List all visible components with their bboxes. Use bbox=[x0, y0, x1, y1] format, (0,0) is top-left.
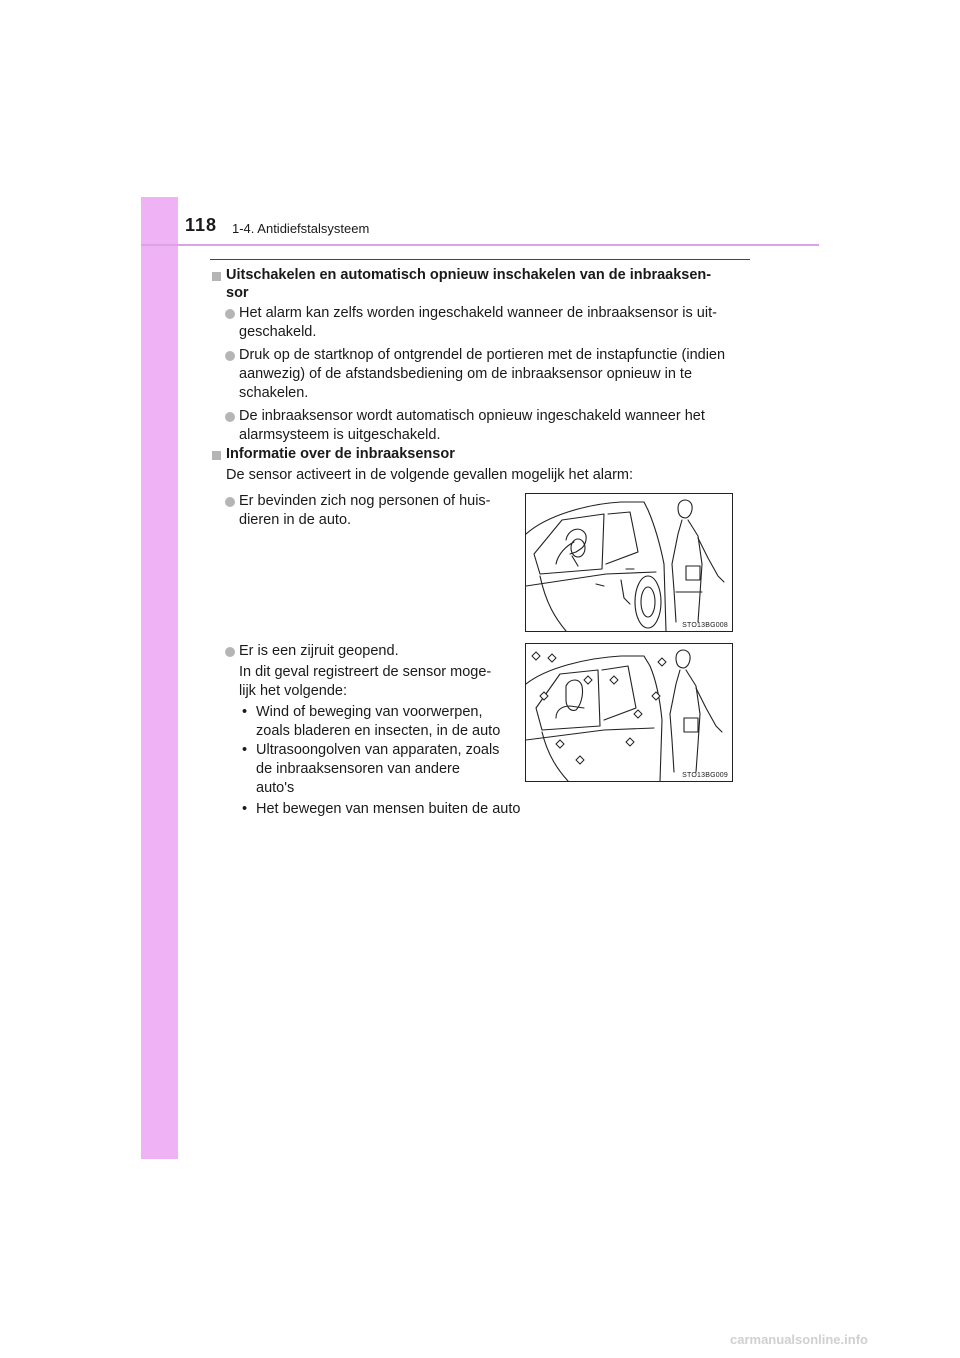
bullet-dot-icon bbox=[225, 351, 235, 361]
car-window-open-illustration bbox=[526, 644, 732, 781]
paragraph-line: Ultrasoongolven van apparaten, zoals bbox=[256, 742, 500, 758]
bullet-dot-icon bbox=[225, 647, 235, 657]
paragraph-line: Druk op de startknop of ontgrendel de portieren met de instapfunctie (indien bbox=[239, 347, 726, 363]
paragraph-line: Wind of beweging van voorwerpen, bbox=[256, 704, 483, 720]
page-number: 118 bbox=[185, 215, 218, 235]
illustration-dog-in-car bbox=[525, 493, 733, 632]
section-title-line: Uitschakelen en automatisch opnieuw inschakelen van de inbraaksen- bbox=[226, 267, 712, 283]
chapter-sidebar-tab bbox=[141, 197, 178, 1159]
header-rule bbox=[141, 244, 819, 246]
sub-bullet-marker: • bbox=[242, 801, 248, 817]
section-divider bbox=[210, 259, 750, 260]
section-title: Informatie over de inbraaksensor bbox=[226, 446, 455, 462]
section-intro: De sensor activeert in de volgende gevallen mogelijk het alarm: bbox=[226, 467, 634, 483]
paragraph-line: Er is een zijruit geopend. bbox=[239, 643, 399, 659]
paragraph-line: De inbraaksensor wordt automatisch opnieuw ingeschakeld wanneer het bbox=[239, 408, 705, 424]
paragraph-line: Er bevinden zich nog personen of huis- bbox=[239, 493, 491, 509]
figure-code: STO13BG008 bbox=[682, 622, 728, 629]
section-square-icon bbox=[212, 272, 221, 281]
paragraph-line: In dit geval registreert de sensor moge- bbox=[239, 664, 492, 680]
paragraph-line: alarmsysteem is uitgeschakeld. bbox=[239, 427, 441, 443]
section-title-line: sor bbox=[226, 285, 249, 301]
bullet-dot-icon bbox=[225, 497, 235, 507]
paragraph-line: Het bewegen van mensen buiten de auto bbox=[256, 801, 521, 817]
paragraph-line: geschakeld. bbox=[239, 324, 317, 340]
car-dog-illustration bbox=[526, 494, 732, 631]
chapter-title: 1-4. Antidiefstalsysteem bbox=[232, 221, 370, 236]
paragraph-line: auto's bbox=[256, 780, 295, 796]
sub-bullet-marker: • bbox=[242, 742, 248, 758]
bullet-dot-icon bbox=[225, 412, 235, 422]
bullet-dot-icon bbox=[225, 309, 235, 319]
figure-code: STO13BG009 bbox=[682, 772, 728, 779]
section-square-icon bbox=[212, 451, 221, 460]
paragraph-line: lijk het volgende: bbox=[239, 683, 348, 699]
paragraph-line: zoals bladeren en insecten, in de auto bbox=[256, 723, 501, 739]
paragraph-line: de inbraaksensoren van andere bbox=[256, 761, 460, 777]
paragraph-line: schakelen. bbox=[239, 385, 309, 401]
paragraph-line: dieren in de auto. bbox=[239, 512, 352, 528]
paragraph-line: aanwezig) of de afstandsbediening om de inbraaksensor opnieuw in te bbox=[239, 366, 693, 382]
footer-watermark: carmanualsonline.info bbox=[730, 1332, 868, 1347]
illustration-open-window bbox=[525, 643, 733, 782]
sub-bullet-marker: • bbox=[242, 704, 248, 720]
paragraph-line: Het alarm kan zelfs worden ingeschakeld wanneer de inbraaksensor is uit- bbox=[239, 305, 717, 321]
